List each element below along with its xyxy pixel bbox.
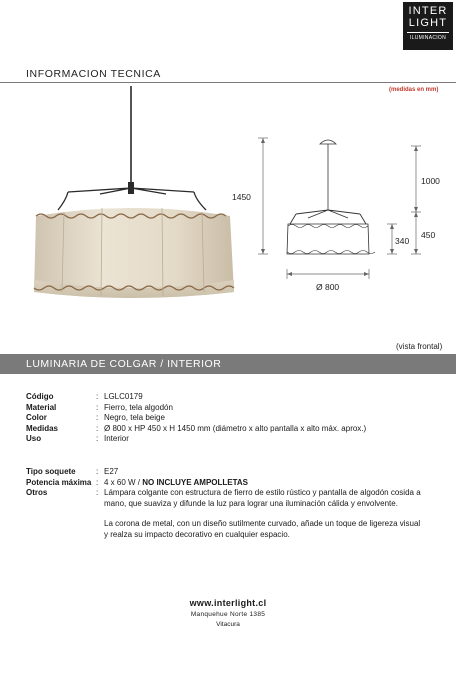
website-link[interactable]: www.interlight.cl — [189, 598, 267, 608]
spec-gap — [26, 445, 424, 467]
description-paragraph-2: La corona de metal, con un diseño sutilmente curvado, añade un toque de ligereza visual y realza su impacto decorativo en cualquier espacio. — [104, 519, 421, 539]
spec-colon: : — [96, 434, 99, 444]
spec-label: Color — [26, 413, 47, 423]
section-title-technical: INFORMACION TECNICA — [26, 68, 161, 80]
spec-list — [26, 392, 424, 541]
product-photo — [28, 82, 250, 304]
spec-label: Otros — [26, 488, 48, 498]
spec-value: Fierro, tela algodón — [104, 402, 173, 412]
spec-row — [26, 488, 424, 540]
spec-label: Código — [26, 392, 54, 401]
spec-row — [26, 467, 424, 478]
logo-line-3: ILUMINACION — [407, 32, 449, 41]
spec-label: Medidas — [26, 423, 59, 433]
units-note: (medidas en mm) — [389, 87, 439, 93]
spec-label: Uso — [26, 434, 42, 444]
logo-line-1: INTER — [408, 5, 448, 17]
spec-colon: : — [96, 488, 99, 498]
spec-colon: : — [96, 392, 99, 401]
spec-row — [26, 392, 424, 403]
technical-drawing — [228, 128, 456, 300]
spec-value: E27 — [104, 466, 119, 476]
brand-logo — [403, 2, 453, 50]
spec-value — [104, 478, 424, 489]
spec-value: Negro, tela beige — [104, 413, 165, 423]
spec-row — [26, 478, 424, 489]
view-note: (vista frontal) — [396, 342, 443, 351]
power-warning: NO INCLUYE AMPOLLETAS — [142, 477, 249, 487]
spec-colon: : — [96, 413, 99, 423]
spec-label: Tipo soquete — [26, 466, 76, 476]
spec-row — [26, 424, 424, 435]
spec-colon: : — [96, 423, 99, 433]
address-line-2: Vitacura — [216, 621, 240, 628]
spec-value: Ø 800 x HP 450 x H 1450 mm (diámetro x alto pantalla x alto máx. aprox.) — [104, 423, 367, 433]
dim-body-height: 340 — [395, 236, 410, 246]
spec-label: Material — [26, 402, 57, 412]
description-paragraph-1: Lámpara colgante con estructura de fierro de estilo rústico y pantalla de algodón cosida a mano, que suaviza y difunde la luz para lograr una iluminación cálida y envolvente. — [104, 488, 421, 508]
section-bar-luminaria — [0, 354, 456, 374]
dim-shade-height: 450 — [421, 230, 436, 240]
dim-total-height: 1450 — [232, 192, 251, 202]
dim-diameter: Ø 800 — [316, 282, 340, 292]
footer — [0, 598, 456, 628]
spec-colon: : — [96, 477, 99, 487]
spec-colon: : — [96, 402, 99, 412]
spec-row — [26, 403, 424, 414]
spec-colon: : — [96, 466, 99, 476]
logo-line-2: LIGHT — [408, 17, 448, 29]
address-line-1: Manquehue Norte 1385 — [190, 611, 266, 618]
spec-value — [104, 488, 424, 540]
section-title-luminaria: LUMINARIA DE COLGAR / INTERIOR — [26, 358, 222, 370]
spec-value: LGLC0179 — [104, 392, 143, 401]
power-value: 4 x 60 W / — [104, 477, 143, 487]
spec-row — [26, 434, 424, 445]
spec-row — [26, 413, 424, 424]
spec-label: Potencia máxima — [26, 477, 92, 487]
dim-cable: 1000 — [421, 176, 440, 186]
spec-value: Interior — [104, 434, 129, 444]
